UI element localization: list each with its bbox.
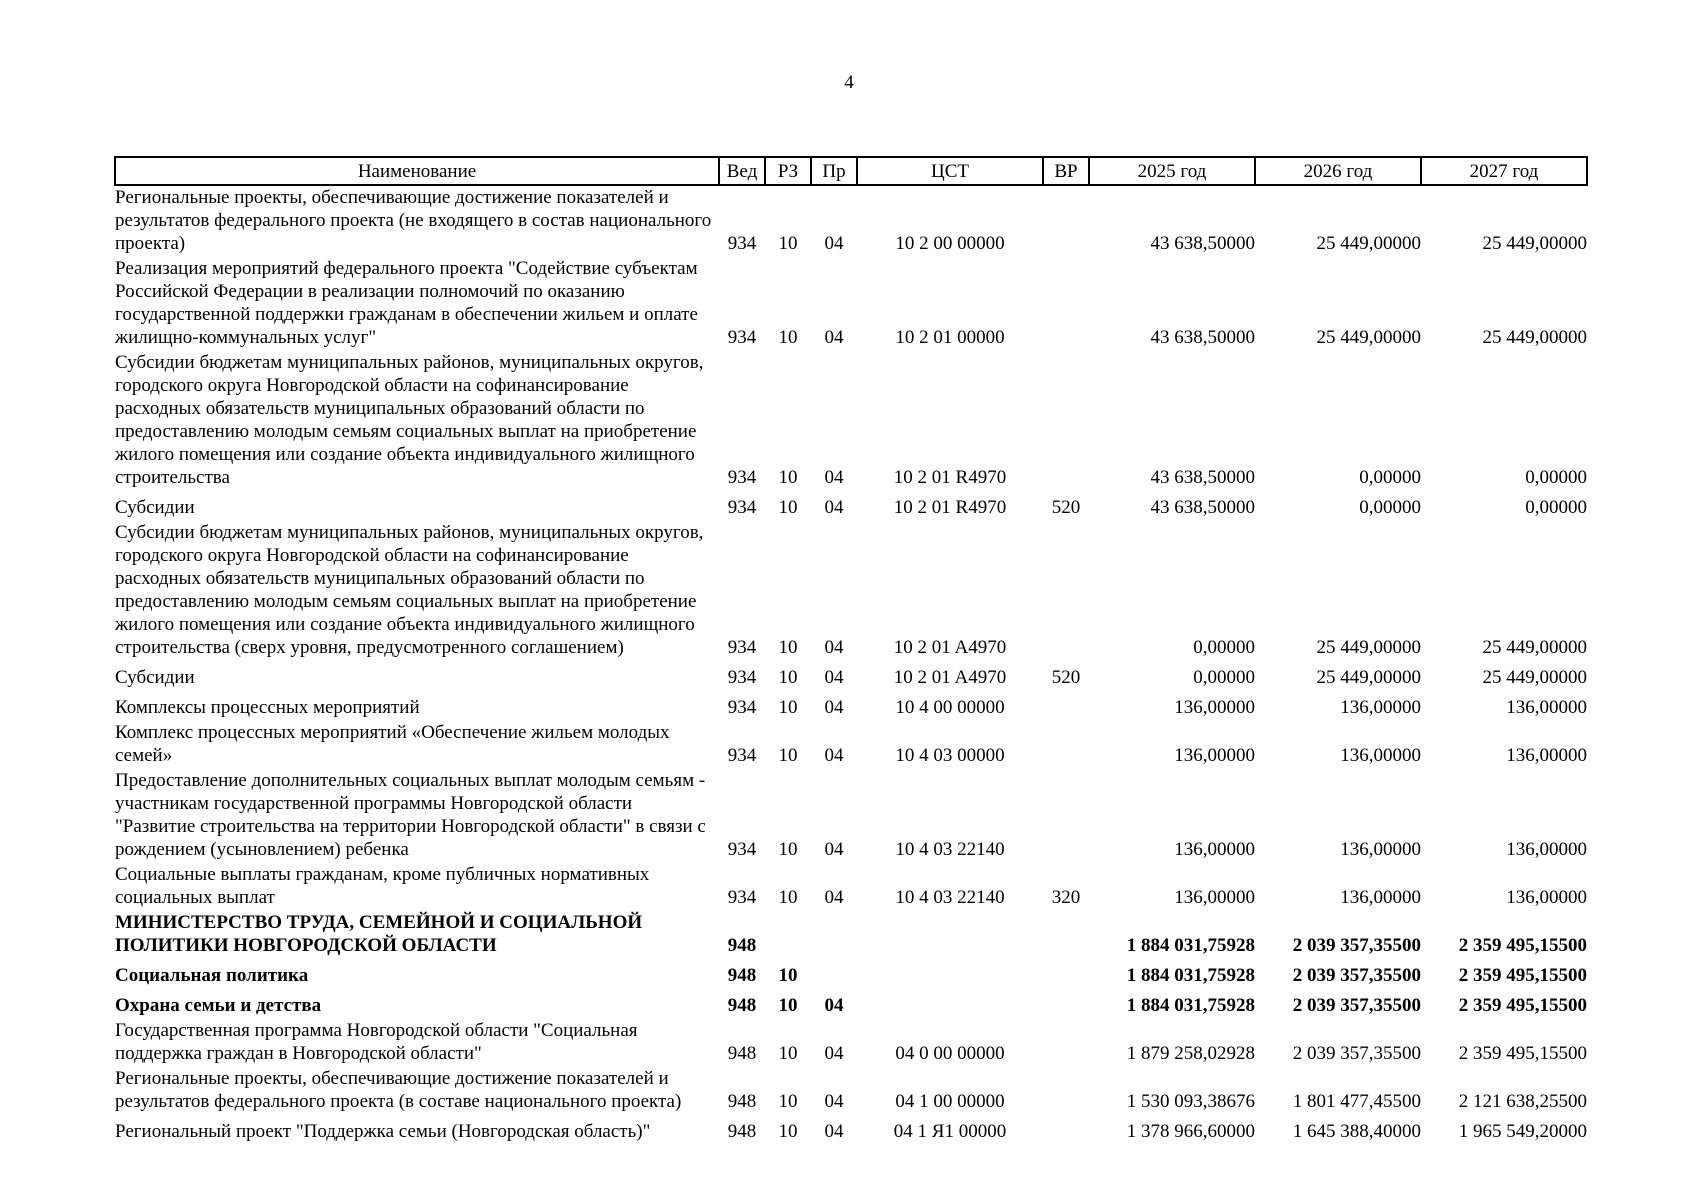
row-vr (1043, 989, 1089, 1019)
row-ved: 934 (727, 467, 757, 488)
row-name: Социальные выплаты гражданам, кроме публичных нормативных социальных выплат (115, 864, 650, 908)
table-row (115, 491, 1587, 521)
row-rz: 10 (778, 745, 798, 766)
row-pr: 04 (824, 467, 844, 488)
row-vr (1043, 721, 1089, 769)
row-2025: 1 378 966,60000 (1126, 1121, 1255, 1142)
row-pr: 04 (824, 1121, 844, 1142)
table-row (115, 185, 1587, 257)
row-pr: 04 (824, 887, 844, 908)
budget-table (114, 156, 1588, 1145)
row-cst: 10 2 01 A4970 (893, 637, 1007, 658)
header-2027: 2027 год (1421, 157, 1587, 185)
table-row (115, 863, 1587, 911)
table-row (115, 351, 1587, 491)
table-row (115, 691, 1587, 721)
row-ved: 934 (727, 887, 757, 908)
row-name: Субсидии бюджетам муниципальных районов, муниципальных округов, городского округа Новгородской области на софинансирование расходных обязательств муниципальных образований области по предоставлению молодым семьям социальных выплат на приобретение жилого помещения или создание объекта индивидуального жилищного строительства (сверх уровня, предусмотренного соглашением) (115, 522, 704, 658)
row-2026: 1 801 477,45500 (1292, 1091, 1421, 1112)
row-2026: 2 039 357,35500 (1292, 965, 1421, 986)
row-cst: 04 1 Я1 00000 (893, 1121, 1007, 1142)
row-rz: 10 (778, 637, 798, 658)
row-2027: 136,00000 (1506, 745, 1587, 766)
row-2027: 0,00000 (1525, 467, 1587, 488)
row-2026: 2 039 357,35500 (1292, 935, 1421, 956)
row-cst: 10 2 01 A4970 (893, 667, 1007, 688)
table-row (115, 911, 1587, 959)
row-rz: 10 (778, 995, 798, 1016)
row-pr: 04 (824, 1043, 844, 1064)
row-name: Субсидии бюджетам муниципальных районов, муниципальных округов, городского округа Новгородской области на софинансирование расходных обязательств муниципальных образований области по предоставлению молодым семьям социальных выплат на приобретение жилого помещения или создание объекта индивидуального жилищного строительства (115, 352, 704, 488)
row-cst: 10 2 00 00000 (895, 233, 1005, 254)
row-name: Региональный проект "Поддержка семьи (Новгородская область)" (115, 1121, 651, 1142)
row-rz: 10 (778, 497, 798, 518)
row-2026: 136,00000 (1340, 839, 1421, 860)
row-vr (1043, 257, 1089, 351)
row-vr (1043, 351, 1089, 491)
row-2027: 136,00000 (1506, 697, 1587, 718)
row-rz: 10 (778, 1121, 798, 1142)
table-body (115, 185, 1587, 1145)
row-vr (1043, 769, 1089, 863)
row-2027: 136,00000 (1506, 887, 1587, 908)
row-2025: 43 638,50000 (1150, 497, 1255, 518)
row-pr: 04 (824, 637, 844, 658)
table-row (115, 769, 1587, 863)
row-rz: 10 (778, 887, 798, 908)
row-vr: 520 (1051, 667, 1081, 688)
row-2025: 1 884 031,75928 (1126, 965, 1255, 986)
row-2025: 136,00000 (1174, 839, 1255, 860)
row-rz: 10 (778, 965, 798, 986)
row-2026: 25 449,00000 (1316, 667, 1421, 688)
row-2025: 136,00000 (1174, 745, 1255, 766)
row-2025: 136,00000 (1174, 887, 1255, 908)
header-vr: ВР (1043, 157, 1089, 185)
row-2026: 25 449,00000 (1316, 637, 1421, 658)
row-rz: 10 (778, 1091, 798, 1112)
row-pr: 04 (824, 327, 844, 348)
row-2026: 136,00000 (1340, 745, 1421, 766)
row-pr (811, 959, 857, 989)
page-number: 4 (844, 72, 854, 93)
row-2026: 136,00000 (1340, 887, 1421, 908)
row-cst: 04 0 00 00000 (895, 1043, 1005, 1064)
row-pr: 04 (824, 697, 844, 718)
row-name: Региональные проекты, обеспечивающие достижение показателей и результатов федерального проекта (в составе национального проекта) (115, 1068, 682, 1112)
table-row (115, 959, 1587, 989)
row-cst: 10 4 03 00000 (895, 745, 1005, 766)
row-vr (1043, 1067, 1089, 1115)
row-2027: 2 359 495,15500 (1458, 995, 1587, 1016)
row-2026: 25 449,00000 (1316, 233, 1421, 254)
row-ved: 934 (727, 497, 757, 518)
row-2027: 25 449,00000 (1482, 637, 1587, 658)
row-name: Государственная программа Новгородской области "Социальная поддержка граждан в Новгородской области" (115, 1020, 638, 1064)
row-ved: 948 (727, 1043, 757, 1064)
row-cst (857, 911, 1043, 959)
row-pr: 04 (824, 497, 844, 518)
row-2026: 136,00000 (1340, 697, 1421, 718)
row-cst: 10 2 01 R4970 (893, 497, 1007, 518)
row-vr (1043, 959, 1089, 989)
row-name: Комплексы процессных мероприятий (115, 697, 420, 718)
row-vr (1043, 521, 1089, 661)
row-name: Субсидии (115, 497, 195, 518)
row-name: Предоставление дополнительных социальных выплат молодым семьям - участникам государственной программы Новгородской области "Развитие строительства на территории Новгородской области" в связи с рождением (усыновлением) ребенка (115, 770, 706, 860)
row-2027: 25 449,00000 (1482, 667, 1587, 688)
row-cst: 10 4 00 00000 (895, 697, 1005, 718)
row-2027: 2 359 495,15500 (1458, 965, 1587, 986)
row-2025: 0,00000 (1193, 637, 1255, 658)
row-rz (765, 911, 811, 959)
row-rz: 10 (778, 1043, 798, 1064)
row-cst: 10 4 03 22140 (895, 839, 1005, 860)
row-2027: 2 121 638,25500 (1458, 1091, 1587, 1112)
row-vr (1043, 691, 1089, 721)
row-cst: 10 4 03 22140 (895, 887, 1005, 908)
header-name: Наименование (115, 157, 719, 185)
row-ved: 948 (727, 1091, 757, 1112)
row-2027: 1 965 549,20000 (1458, 1121, 1587, 1142)
row-cst (857, 989, 1043, 1019)
row-cst: 10 2 01 00000 (895, 327, 1005, 348)
row-pr: 04 (824, 839, 844, 860)
row-pr (811, 911, 857, 959)
row-vr: 320 (1051, 887, 1081, 908)
row-name: МИНИСТЕРСТВО ТРУДА, СЕМЕЙНОЙ И СОЦИАЛЬНОЙ ПОЛИТИКИ НОВГОРОДСКОЙ ОБЛАСТИ (115, 912, 643, 956)
table-row (115, 257, 1587, 351)
row-ved: 934 (727, 327, 757, 348)
row-rz: 10 (778, 233, 798, 254)
row-2026: 25 449,00000 (1316, 327, 1421, 348)
table-row (115, 989, 1587, 1019)
row-2025: 1 879 258,02928 (1126, 1043, 1255, 1064)
row-2025: 1 884 031,75928 (1126, 935, 1255, 956)
row-ved: 934 (727, 233, 757, 254)
row-rz: 10 (778, 839, 798, 860)
row-2027: 25 449,00000 (1482, 233, 1587, 254)
row-name: Региональные проекты, обеспечивающие достижение показателей и результатов федерального проекта (не входящего в состав национального проекта) (115, 187, 712, 254)
row-name: Социальная политика (115, 965, 309, 986)
row-pr: 04 (824, 233, 844, 254)
header-ved: Вед (719, 157, 765, 185)
row-2027: 0,00000 (1525, 497, 1587, 518)
row-cst (857, 959, 1043, 989)
row-2026: 2 039 357,35500 (1292, 1043, 1421, 1064)
row-2026: 0,00000 (1359, 497, 1421, 518)
row-2026: 2 039 357,35500 (1292, 995, 1421, 1016)
row-pr: 04 (824, 1091, 844, 1112)
row-name: Комплекс процессных мероприятий «Обеспечение жильем молодых семей» (115, 722, 670, 766)
row-2026: 1 645 388,40000 (1292, 1121, 1421, 1142)
row-ved: 948 (727, 965, 757, 986)
row-2025: 136,00000 (1174, 697, 1255, 718)
row-ved: 934 (727, 667, 757, 688)
row-vr (1043, 1115, 1089, 1145)
row-2027: 2 359 495,15500 (1458, 935, 1587, 956)
row-2027: 25 449,00000 (1482, 327, 1587, 348)
row-2025: 43 638,50000 (1150, 467, 1255, 488)
row-vr (1043, 1019, 1089, 1067)
table-row (115, 661, 1587, 691)
row-2025: 43 638,50000 (1150, 327, 1255, 348)
row-2025: 0,00000 (1193, 667, 1255, 688)
row-ved: 934 (727, 839, 757, 860)
row-ved: 934 (727, 697, 757, 718)
header-pr: Пр (811, 157, 857, 185)
row-vr (1043, 911, 1089, 959)
row-pr: 04 (824, 995, 844, 1016)
table-header-row (115, 157, 1587, 185)
row-rz: 10 (778, 667, 798, 688)
row-2027: 136,00000 (1506, 839, 1587, 860)
table-row (115, 721, 1587, 769)
table-row (115, 1115, 1587, 1145)
row-ved: 934 (727, 745, 757, 766)
row-cst: 04 1 00 00000 (895, 1091, 1005, 1112)
header-2026: 2026 год (1255, 157, 1421, 185)
row-pr: 04 (824, 667, 844, 688)
row-cst: 10 2 01 R4970 (893, 467, 1007, 488)
row-rz: 10 (778, 467, 798, 488)
row-ved: 948 (727, 995, 757, 1016)
row-name: Субсидии (115, 667, 195, 688)
row-ved: 948 (727, 935, 757, 956)
row-2025: 1 884 031,75928 (1126, 995, 1255, 1016)
row-rz: 10 (778, 327, 798, 348)
header-2025: 2025 год (1089, 157, 1255, 185)
row-2025: 1 530 093,38676 (1126, 1091, 1255, 1112)
table-row (115, 1019, 1587, 1067)
header-rz: РЗ (765, 157, 811, 185)
row-name: Реализация мероприятий федерального проекта "Содействие субъектам Российской Федерации в реализации полномочий по оказанию государственной поддержки гражданам в обеспечении жильем и оплате жилищно-коммунальных услуг" (115, 258, 698, 348)
row-2025: 43 638,50000 (1150, 233, 1255, 254)
row-ved: 934 (727, 637, 757, 658)
row-pr: 04 (824, 745, 844, 766)
row-2027: 2 359 495,15500 (1458, 1043, 1587, 1064)
table-row (115, 521, 1587, 661)
row-rz: 10 (778, 697, 798, 718)
row-ved: 948 (727, 1121, 757, 1142)
row-vr (1043, 185, 1089, 257)
header-cst: ЦСТ (857, 157, 1043, 185)
row-vr: 520 (1051, 497, 1081, 518)
row-name: Охрана семьи и детства (115, 995, 322, 1016)
table-row (115, 1067, 1587, 1115)
row-2026: 0,00000 (1359, 467, 1421, 488)
